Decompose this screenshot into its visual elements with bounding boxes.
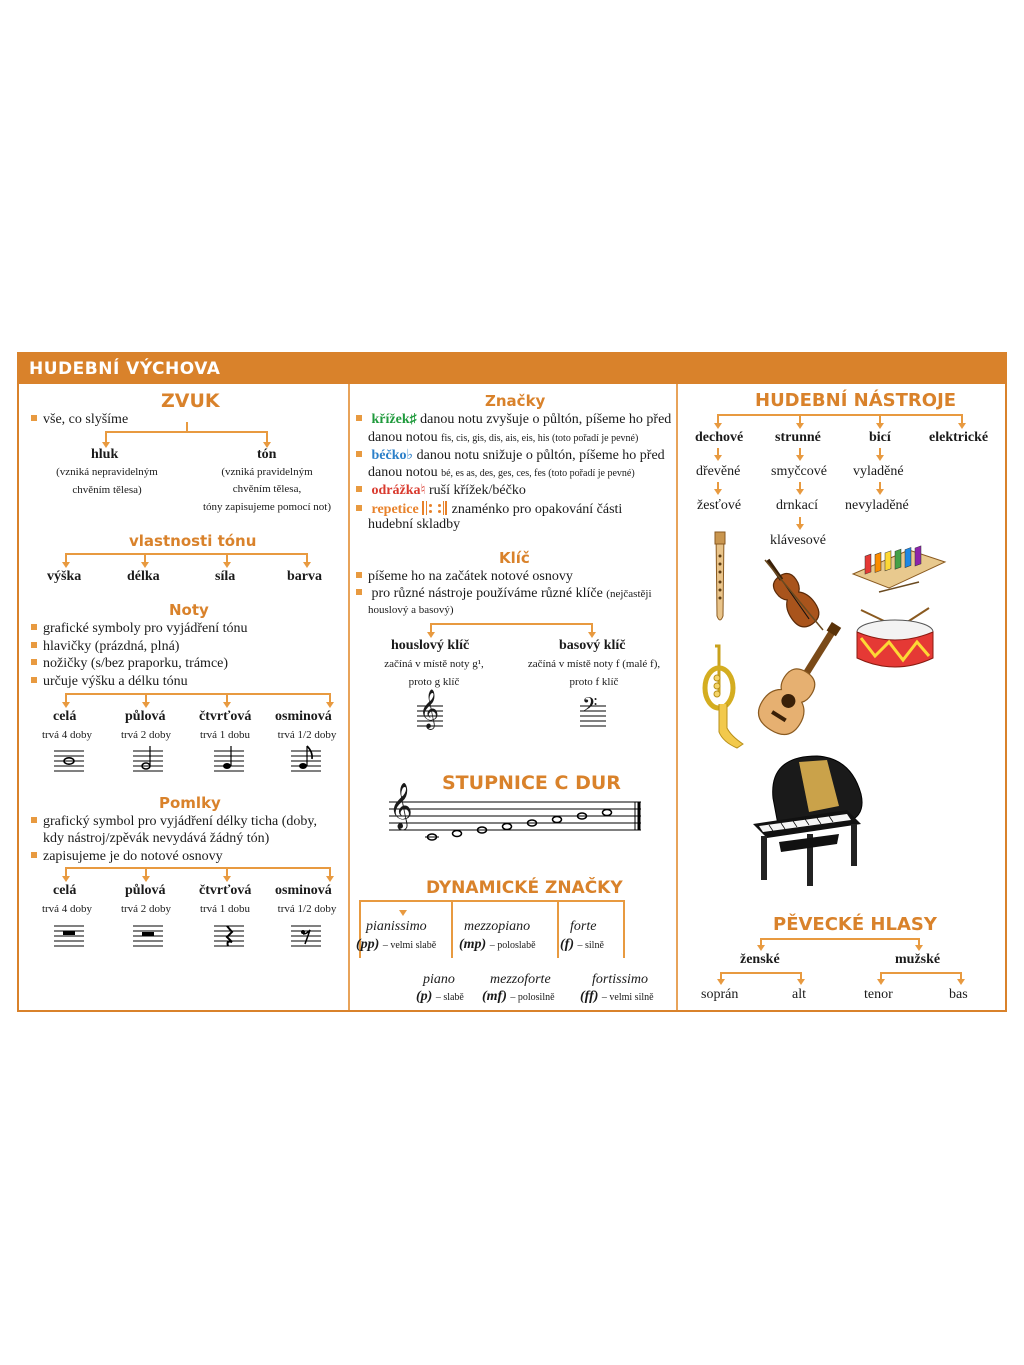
- nastroje-title: HUDEBNÍ NÁSTROJE: [755, 390, 957, 411]
- voice-type: tenor: [864, 987, 893, 1002]
- note-name: osminová: [275, 709, 332, 724]
- arrow-icon: [303, 562, 311, 568]
- dyn-desc: – polosilně: [510, 992, 555, 1003]
- klic-bullet-text: pro různé nástroje používáme různé klíče: [371, 586, 603, 601]
- houslovy-desc: proto g klíč: [408, 676, 460, 688]
- noty-bullet: grafické symboly pro vyjádření tónu: [31, 621, 248, 637]
- dyn-mf-row: [482, 989, 555, 1005]
- bass-clef-icon: 𝄢: [582, 693, 598, 721]
- arrow-icon: [714, 423, 722, 429]
- becko-text: danou notu snižuje o půltón, píšeme ho před: [416, 448, 665, 463]
- eighth-note-icon: [291, 749, 321, 773]
- subcategory-label: žesťové: [697, 498, 742, 513]
- connector-line: [65, 867, 331, 869]
- half-rest-icon: [133, 924, 163, 948]
- odrazka-label: odrážka: [371, 483, 421, 498]
- arrow-icon: [714, 489, 722, 495]
- noty-bullet: nožičky (s/bez praporku, trámce): [31, 656, 228, 672]
- rest-name: půlová: [125, 883, 166, 898]
- guitar-icon: [759, 614, 839, 744]
- krizek-row: [356, 412, 671, 428]
- krizek-cont: [368, 430, 638, 446]
- arrow-icon: [877, 979, 885, 985]
- dyn-desc: – velmi silně: [601, 992, 654, 1003]
- connector-line: [451, 900, 453, 958]
- connector-line: [760, 938, 920, 940]
- connector-line: [65, 553, 308, 555]
- dyn-desc: – velmi slabě: [382, 940, 437, 951]
- pomlky-bullet: grafický symbol pro vyjádření délky ticha (doby,: [31, 814, 317, 830]
- hluk-desc: (vzniká nepravidelným: [56, 466, 158, 478]
- scale-treble-clef-icon: 𝄞: [389, 783, 413, 829]
- arrow-icon: [796, 524, 804, 530]
- pomlky-title: Pomlky: [159, 794, 221, 812]
- odrazka-row: [356, 482, 526, 499]
- becko-label: béčko: [371, 448, 407, 463]
- dyn-name: pianissimo: [366, 919, 427, 934]
- krizek-order: fis, cis, gis, dis, ais, eis, his (toto pořadí je pevné): [441, 433, 639, 444]
- rest-name: celá: [53, 883, 77, 898]
- noty-bullet: hlavičky (prázdná, plná): [31, 639, 179, 655]
- becko-row: [356, 447, 665, 464]
- note-name: čtvrťová: [199, 709, 252, 724]
- arrow-icon: [876, 455, 884, 461]
- ton-desc: (vzniká pravidelným: [221, 466, 313, 478]
- arrow-icon: [876, 489, 884, 495]
- subcategory-label: smyčcové: [771, 464, 827, 479]
- connector-line: [717, 414, 963, 416]
- pomlky-bullet: zapisujeme je do notové osnovy: [31, 849, 223, 865]
- connector-line: [65, 693, 331, 695]
- houslovy-desc: začíná v místě noty g¹,: [384, 658, 484, 670]
- connector-line: [557, 900, 559, 958]
- connector-line: [359, 900, 625, 902]
- voice-type: bas: [949, 987, 968, 1002]
- arrow-icon: [326, 702, 334, 708]
- arrow-icon: [62, 876, 70, 882]
- rest-name: osminová: [275, 883, 332, 898]
- rest-name: čtvrťová: [199, 883, 252, 898]
- arrow-icon: [915, 945, 923, 951]
- subcategory-label: drnkací: [776, 498, 818, 513]
- recorder-icon: [707, 530, 733, 626]
- becko-cont: [368, 465, 635, 481]
- sharp-icon: ♯: [409, 412, 417, 427]
- quarter-rest-icon: [214, 924, 244, 948]
- dyn-abbr: (mf): [482, 989, 507, 1004]
- subcategory-label: dřevěné: [696, 464, 741, 479]
- klic-bullet-note: (nejčastěji: [606, 588, 652, 600]
- hlasy-title: PĚVECKÉ HLASY: [773, 914, 937, 935]
- basovy-desc: začíná v místě noty f (malé f),: [527, 658, 661, 670]
- whole-note-icon: [54, 749, 84, 773]
- basovy-label: basový klíč: [559, 638, 626, 653]
- vlastnost-item: délka: [127, 569, 160, 584]
- becko-cont-text: danou notou: [368, 465, 438, 480]
- piano-icon: [739, 754, 879, 892]
- klic-bullet: [356, 586, 652, 602]
- arrow-icon: [223, 702, 231, 708]
- subcategory-label: klávesové: [770, 533, 826, 548]
- ton-desc: chvěním tělesa,: [232, 483, 302, 495]
- arrow-icon: [326, 876, 334, 882]
- rest-duration: trvá 1 dobu: [199, 903, 251, 915]
- rest-duration: trvá 4 doby: [41, 903, 93, 915]
- dyn-mp-row: [459, 937, 536, 953]
- dyn-name: forte: [570, 919, 597, 934]
- hluk-desc: chvěním tělesa): [72, 484, 142, 496]
- ton-label: tón: [257, 447, 277, 462]
- voice-type: soprán: [701, 987, 739, 1002]
- repetice-row: [356, 499, 622, 518]
- connector-line: [186, 422, 188, 431]
- note-name: celá: [53, 709, 77, 724]
- dyn-pp-row: [356, 937, 436, 953]
- klic-title: Klíč: [499, 549, 530, 567]
- dyn-name: fortissimo: [592, 972, 649, 987]
- vlastnost-item: výška: [47, 569, 82, 584]
- dyn-desc: – silně: [577, 940, 604, 951]
- arrow-icon: [714, 455, 722, 461]
- arrow-icon: [796, 455, 804, 461]
- vlastnost-item: síla: [215, 569, 236, 584]
- repetice-text: znaménko pro opakování části: [451, 502, 623, 517]
- dyn-ff-row: [580, 989, 654, 1005]
- category-label: bicí: [869, 430, 891, 445]
- column-divider: [348, 384, 350, 1010]
- eighth-rest-icon: [291, 924, 321, 948]
- arrow-icon: [757, 945, 765, 951]
- subcategory-label: nevyladěné: [845, 498, 909, 513]
- voice-group: mužské: [895, 952, 941, 967]
- arrow-icon: [796, 489, 804, 495]
- arrow-icon: [223, 562, 231, 568]
- cheat-sheet-card: [17, 352, 1007, 1012]
- zvuk-bullet: vše, co slyšíme: [31, 412, 128, 428]
- voice-type: alt: [792, 987, 806, 1002]
- category-label: strunné: [775, 430, 821, 445]
- repetice-label: repetice: [371, 502, 419, 517]
- odrazka-text: ruší křížek/béčko: [429, 483, 526, 498]
- note-duration: trvá 1/2 doby: [277, 729, 337, 741]
- arrow-icon: [62, 702, 70, 708]
- zvuk-title: ZVUK: [161, 390, 220, 412]
- subcategory-label: vyladěné: [853, 464, 904, 479]
- page-title: HUDEBNÍ VÝCHOVA: [29, 359, 221, 379]
- note-duration: trvá 1 dobu: [199, 729, 251, 741]
- half-note-icon: [133, 749, 163, 773]
- noty-title: Noty: [169, 601, 209, 619]
- connector-line: [623, 900, 625, 958]
- dyn-abbr: (pp): [356, 937, 380, 952]
- drum-icon: [851, 604, 941, 674]
- ton-desc: tóny zapisujeme pomocí not): [203, 501, 331, 513]
- becko-order: bé, es as, des, ges, ces, fes (toto pořadí je pevné): [441, 468, 635, 479]
- connector-line: [430, 623, 593, 625]
- arrow-icon: [958, 423, 966, 429]
- klic-bullet: píšeme ho na začátek notové osnovy: [356, 569, 573, 585]
- dyn-f-row: [560, 937, 604, 953]
- category-label: elektrické: [929, 430, 989, 445]
- category-label: dechové: [695, 430, 744, 445]
- arrow-icon: [62, 562, 70, 568]
- whole-rest-icon: [54, 924, 84, 948]
- rest-duration: trvá 1/2 doby: [277, 903, 337, 915]
- xylophone-icon: [849, 544, 949, 594]
- dyn-desc: – poloslabě: [489, 940, 536, 951]
- arrow-icon: [876, 423, 884, 429]
- arrow-icon: [142, 876, 150, 882]
- dyn-desc: – slabě: [435, 992, 464, 1003]
- krizek-label: křížek: [371, 412, 410, 427]
- vlastnost-item: barva: [287, 569, 322, 584]
- dyn-p-row: [416, 989, 464, 1005]
- arrow-icon: [797, 979, 805, 985]
- treble-clef-icon: 𝄞: [419, 689, 440, 729]
- note-duration: trvá 4 doby: [41, 729, 93, 741]
- pomlky-bullet-cont: kdy nástroj/zpěvák nevydává žádný tón): [43, 831, 270, 846]
- vlastnosti-title: vlastnosti tónu: [129, 532, 257, 550]
- flat-icon: ♭: [406, 448, 414, 463]
- arrow-icon: [796, 423, 804, 429]
- dyn-abbr: (p): [416, 989, 433, 1004]
- voice-group: ženské: [740, 952, 780, 967]
- dyn-abbr: (mp): [459, 937, 487, 952]
- dyn-name: mezzopiano: [464, 919, 531, 934]
- arrow-icon: [223, 876, 231, 882]
- noty-bullet: určuje výšku a délku tónu: [31, 674, 188, 690]
- krizek-cont-text: danou notou: [368, 430, 438, 445]
- column-divider: [676, 384, 678, 1010]
- arrow-icon: [142, 702, 150, 708]
- dyn-name: mezzoforte: [490, 972, 551, 987]
- header-bar: [19, 354, 1005, 384]
- hluk-label: hluk: [91, 447, 119, 462]
- dyn-abbr: (f): [560, 937, 574, 952]
- dyn-abbr: (ff): [580, 989, 599, 1004]
- dynamicke-title: DYNAMICKÉ ZNAČKY: [426, 878, 623, 898]
- basovy-desc: proto f klíč: [569, 676, 619, 688]
- connector-line: [880, 972, 962, 974]
- repeat-icon: [422, 501, 448, 515]
- dyn-name: piano: [423, 972, 455, 987]
- trumpet-icon: [697, 644, 749, 752]
- c-major-scale: [389, 794, 643, 838]
- connector-line: [720, 972, 802, 974]
- krizek-text: danou notu zvyšuje o půltón, píšeme ho před: [420, 412, 672, 427]
- znacky-title: Značky: [485, 392, 546, 410]
- arrow-icon: [717, 979, 725, 985]
- natural-icon: ♮: [420, 483, 426, 498]
- repetice-cont: hudební skladby: [368, 517, 461, 532]
- quarter-note-icon: [214, 749, 244, 773]
- rest-duration: trvá 2 doby: [120, 903, 172, 915]
- arrow-icon: [957, 979, 965, 985]
- connector-line: [105, 431, 268, 433]
- arrow-icon: [399, 910, 407, 916]
- klic-bullet-note2: houslový a basový): [368, 604, 454, 616]
- houslovy-label: houslový klíč: [391, 638, 470, 653]
- note-duration: trvá 2 doby: [120, 729, 172, 741]
- arrow-icon: [141, 562, 149, 568]
- stupnice-title: STUPNICE C DUR: [442, 772, 621, 794]
- note-name: půlová: [125, 709, 166, 724]
